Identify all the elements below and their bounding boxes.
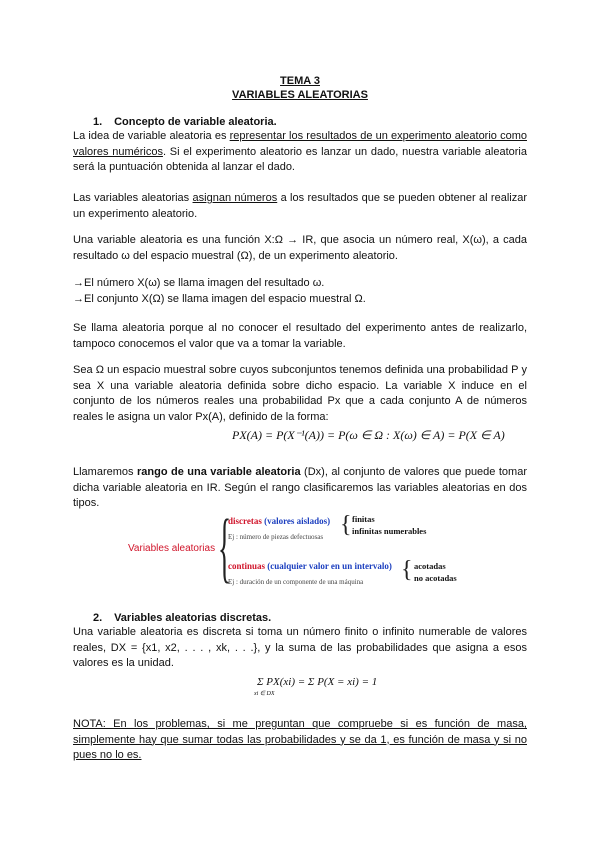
section-1-number: 1. bbox=[93, 116, 103, 128]
document-subtitle: VARIABLES ALEATORIAS bbox=[232, 89, 368, 101]
section-2-title: Variables aleatorias discretas. bbox=[114, 612, 272, 624]
diagram-finitas: finitas bbox=[352, 514, 375, 524]
formula-probability-induced: PX(A) = P(X⁻¹(A)) = P(ω ∈ Ω : X(ω) ∈ A) = P(X ∈ A) bbox=[232, 428, 505, 442]
diagram-main-brace: { bbox=[218, 503, 232, 590]
section-1-title: Concepto de variable aleatoria. bbox=[114, 116, 277, 128]
arrow-item-image-result: →El número X(ω) se llama imagen del resultado ω. bbox=[73, 277, 325, 289]
nota-mass-function: NOTA: En los problemas, si me preguntan que compruebe si es función de masa, simplemente hay que sumar todas las probabilidades y se da 1, es función de masa y si no pues no lo es. bbox=[73, 718, 527, 762]
paragraph-range-bold: rango de una variable aleatoria bbox=[136, 466, 301, 478]
diagram-continuas-label: continuas bbox=[228, 561, 266, 571]
diagram-root-label: Variables aleatorias bbox=[128, 543, 216, 554]
paragraph-intro-text-a: La idea de variable aleatoria es bbox=[73, 130, 230, 142]
paragraph-intro bbox=[73, 129, 527, 176]
paragraph-range-text-c: (Dx), al conjunto de valores que puede tomar dicha variable aleatoria en IR. Según el rango clasificaremos las variables aleatorias en dos tipos. bbox=[73, 466, 527, 510]
diagram-continuas bbox=[228, 561, 392, 571]
section-2-number: 2. bbox=[93, 612, 103, 624]
paragraph-intro-underlined: representar los resultados de un experimento aleatorio como valores numéricos bbox=[73, 130, 527, 158]
paragraph-range-text-a: Llamaremos bbox=[73, 466, 137, 478]
diagram-discretas-brace: { bbox=[340, 512, 352, 538]
diagram-continuas-example: Ej : duración de un componente de una máquina bbox=[228, 578, 364, 586]
diagram-infinitas-numerables: infinitas numerables bbox=[352, 526, 427, 536]
paragraph-probability: Sea Ω un espacio muestral sobre cuyos subconjuntos tenemos definida una probabilidad P y sea X una variable aleatoria definida sobre dicho espacio. La variable X induce en el conjunto de los números reales una probabilidad Px que a cada conjunto A de números reales le asigna un valor Px(A), definido de la forma: bbox=[73, 364, 527, 423]
paragraph-assign bbox=[73, 191, 527, 222]
paragraph-discrete-definition: Una variable aleatoria es discreta si toma un número finito o infinito numerable de valores reales, DX = {x1, x2, . . . , xk, . . .}, y la suma de las probabilidades que asigna a esos valores es la unidad. bbox=[73, 626, 527, 670]
diagram-continuas-desc: (cualquier valor en un intervalo) bbox=[267, 561, 392, 571]
diagram-discretas-desc: (valores aislados) bbox=[264, 516, 331, 526]
diagram-discretas-label: discretas bbox=[228, 516, 262, 526]
paragraph-intro-text-b: . Si el experimento aleatorio es lanzar un dado, nuestra variable aleatoria será la puntuación obtenida al lanzar el dado. bbox=[73, 145, 527, 174]
paragraph-assign-text-a: Las variables aleatorias bbox=[73, 192, 193, 204]
section-2-heading bbox=[93, 611, 271, 625]
diagram-discretas-example: Ej : número de piezas defectuosas bbox=[228, 533, 324, 541]
paragraph-function: Una variable aleatoria es una función X:Ω → IR, que asocia un número real, X(ω), a cada resultado ω del espacio muestral (Ω), de un experimento aleatorio. bbox=[73, 234, 527, 262]
diagram-continuas-brace: { bbox=[401, 557, 413, 583]
formula-sum-mass: Σ PX(xi) = Σ P(X = xi) = 1 bbox=[257, 676, 378, 688]
formula-sum-subscript: xi ∈ DX bbox=[254, 691, 275, 697]
section-1-heading bbox=[93, 115, 277, 129]
diagram-no-acotadas: no acotadas bbox=[414, 573, 457, 583]
diagram-discretas bbox=[228, 516, 330, 526]
paragraph-assign-text-b: a los resultados que se pueden obtener al realizar un experimento aleatorio. bbox=[73, 192, 527, 220]
paragraph-assign-underlined: asignan números bbox=[192, 192, 278, 204]
diagram-acotadas: acotadas bbox=[414, 561, 446, 571]
paragraph-range bbox=[73, 465, 527, 512]
paragraph-why-random: Se llama aleatoria porque al no conocer el resultado del experimento antes de realizarlo, tampoco conocemos el valor que va a tomar la variable. bbox=[73, 322, 527, 350]
arrow-item-image-space: →El conjunto X(Ω) se llama imagen del espacio muestral Ω. bbox=[73, 293, 366, 305]
document-title: TEMA 3 bbox=[280, 75, 320, 87]
